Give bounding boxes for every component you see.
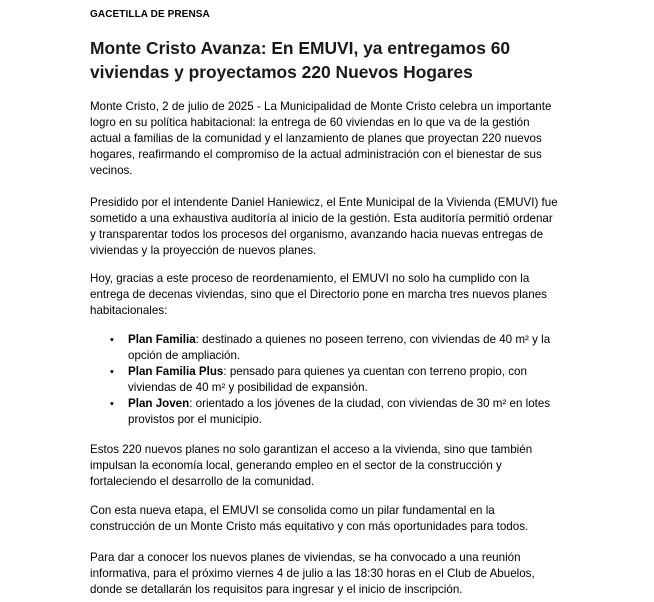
paragraph-economy: Estos 220 nuevos planes no solo garantizan el acceso a la vivienda, sino que también impulsan la economía local, generando empleo en el sector de la construcción y fortaleciendo el desarrollo de la comunidad. [90,443,533,488]
paragraph-meeting: Para dar a conocer los nuevos planes de viviendas, se ha convocado a una reunión informativa, para el próximo viernes 4 de julio a las 18:30 horas en el Club de Abuelos, donde se detallarán los requisitos para ingresar y el inicio de inscripción. [90,551,535,596]
plan-name: Plan Joven [128,397,190,410]
plan-description: : pensado para quienes ya cuentan con terreno propio, con viviendas de 40 m² y posibilidad de expansión. [128,365,527,394]
plan-description: : orientado a los jóvenes de la ciudad, con viviendas de 30 m² en lotes provistos por el municipio. [128,397,551,426]
plan-name: Plan Familia Plus [128,365,224,378]
bullet-icon: • [110,334,114,346]
plan-item-familia [90,332,560,364]
bullet-icon: • [110,398,114,410]
bullet-icon: • [110,366,114,378]
paragraph-intro: Monte Cristo, 2 de julio de 2025 - La Municipalidad de Monte Cristo celebra un importante logro en su política habitacional: la entrega de 60 viviendas en lo que va de la gestión actual a familias de la comunidad y el lanzamiento de planes que proyectan 220 nuevos hogares, reafirmando el compromiso de la actual administración con el bienestar de sus vecinos. [90,100,552,177]
paragraph-new-stage: Con esta nueva etapa, el EMUVI se consolida como un pilar fundamental en la construcción de un Monte Cristo más equitativo y con más oportunidades para todos. [90,504,529,533]
press-release-kicker: GACETILLA DE PRENSA [90,9,210,20]
paragraph-new-plans: Hoy, gracias a este proceso de reordenamiento, el EMUVI no solo ha cumplido con la entrega de decenas viviendas, sino que el Directorio pone en marcha tres nuevos planes habitacionales: [90,272,547,317]
headline: Monte Cristo Avanza: En EMUVI, ya entregamos 60 viviendas y proyectamos 220 Nuevos Hogares [90,38,511,82]
plan-item-joven [90,396,560,428]
plan-item-familia-plus [90,364,560,396]
plan-name: Plan Familia [128,333,196,346]
paragraph-audit: Presidido por el intendente Daniel Haniewicz, el Ente Municipal de la Vivienda (EMUVI) fue sometido a una exhaustiva auditoría al inicio de la gestión. Esta auditoría permitió ordenar y transparentar todos los procesos del organismo, avanzando hacia nuevas entregas de viviendas y la proyección de nuevos planes. [90,196,558,257]
plan-description: : destinado a quienes no poseen terreno, con viviendas de 40 m² y la opción de ampliación. [128,333,551,362]
plan-list [90,332,560,428]
